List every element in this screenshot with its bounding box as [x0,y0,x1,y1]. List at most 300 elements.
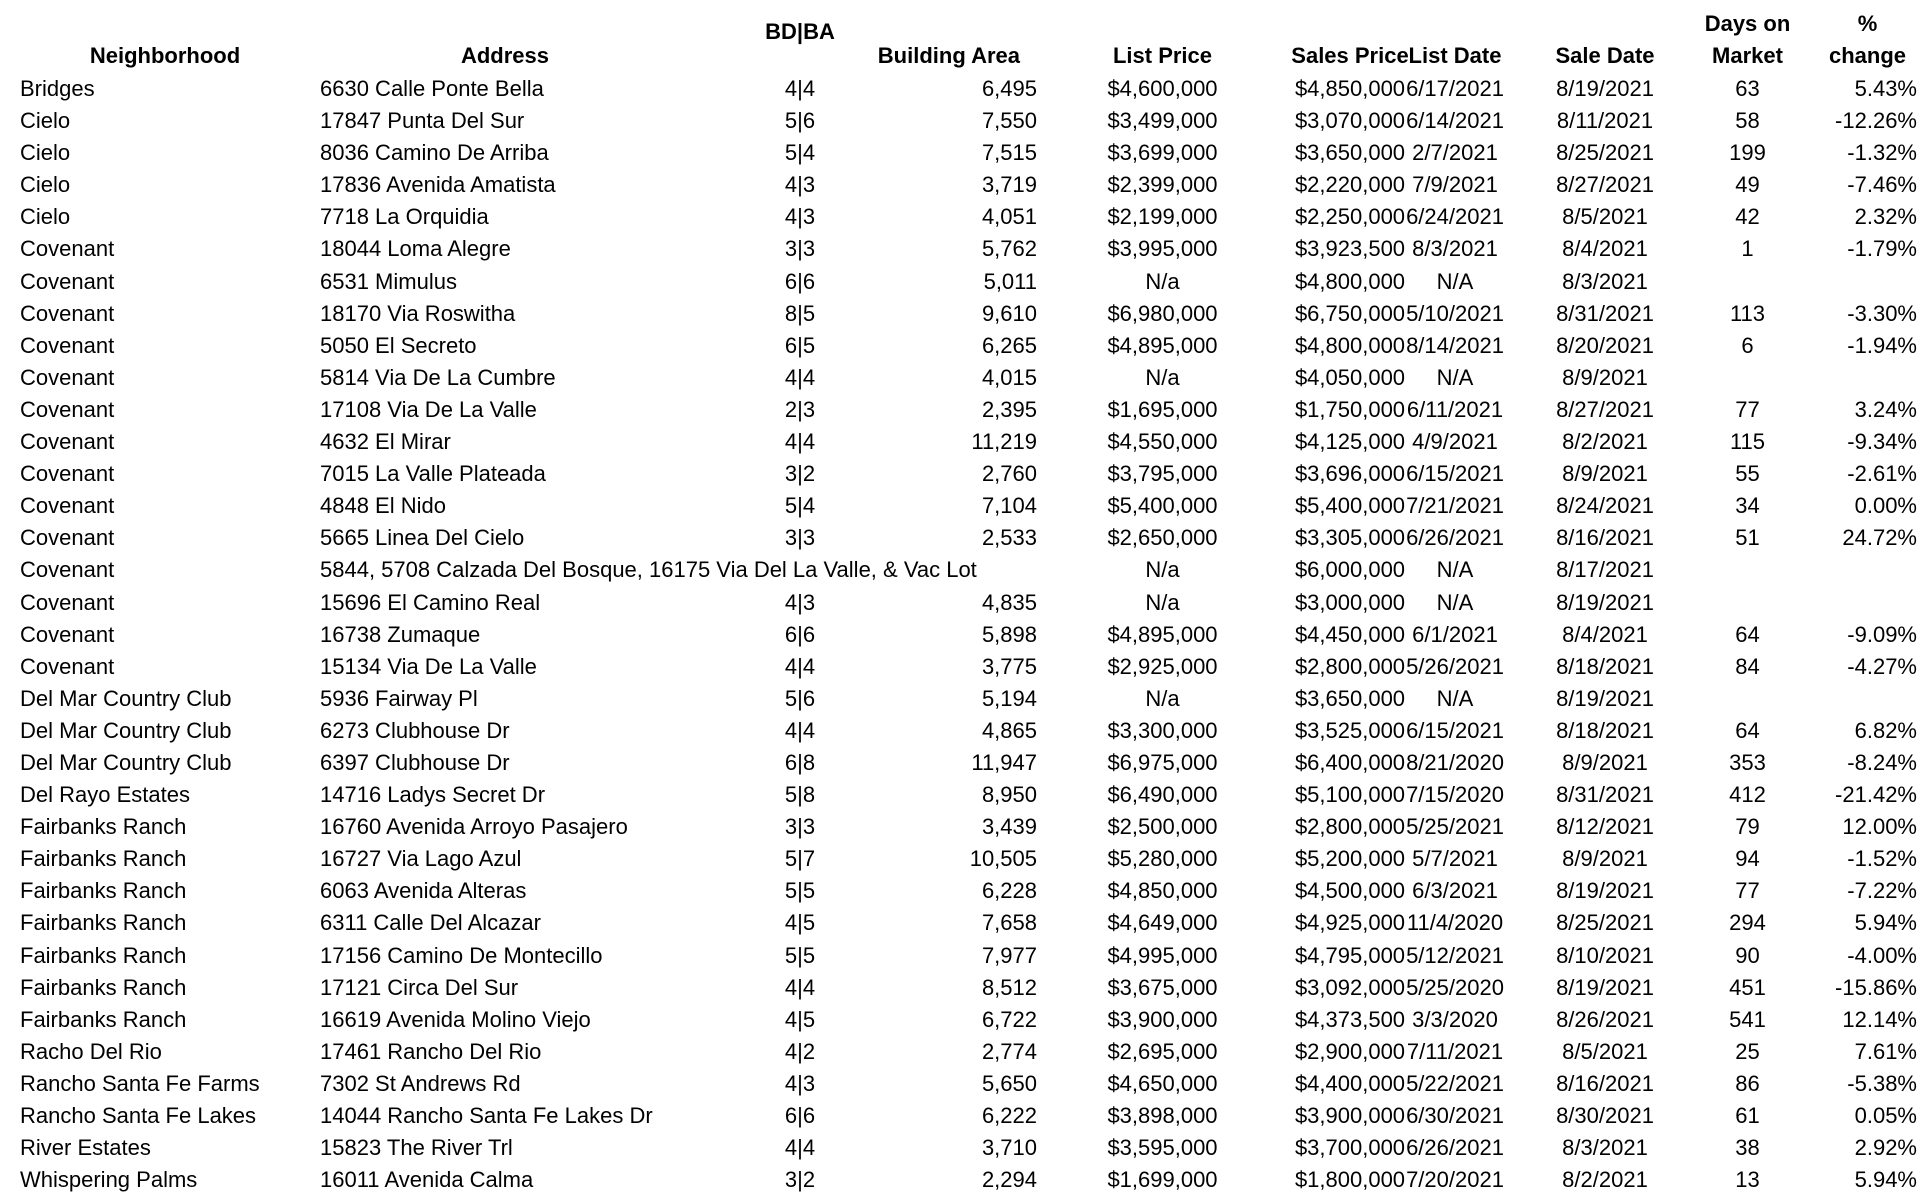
days-on-market-cell: 64 [1735,621,1760,647]
list-date-cell: 8/14/2021 [1406,332,1504,358]
bdba-cell: 4|3 [784,1070,816,1096]
address-cell: 6063 Avenida Alteras [320,878,527,904]
days-on-market-cell: 13 [1735,1167,1760,1193]
header-sales-price: Sales Price [1291,43,1409,68]
percent-change-cell: 3.24% [1854,396,1917,422]
list-price-cell: $2,399,000 [1107,172,1218,198]
days-on-market-cell: 77 [1735,878,1760,904]
percent-change-cell: -1.32% [1847,140,1917,166]
sale-date-cell: 8/5/2021 [1562,1038,1648,1064]
sales-price-cell: $2,800,000 [1294,814,1406,840]
neighborhood-cell: Covenant [20,493,115,519]
list-price-cell: $4,649,000 [1107,910,1218,936]
list-price-cell: $3,795,000 [1107,461,1218,487]
sale-date-cell: 8/25/2021 [1556,140,1654,166]
days-on-market-cell: 63 [1735,76,1760,101]
neighborhood-cell: Covenant [20,268,115,294]
table-row [0,779,1920,811]
sales-price-cell: $4,050,000 [1294,364,1406,390]
table-row [0,169,1920,201]
neighborhood-cell: Fairbanks Ranch [20,942,187,968]
sales-price-cell: $4,795,000 [1294,942,1406,968]
address-cell: 5814 Via De La Cumbre [320,364,556,390]
table-row [0,972,1920,1004]
neighborhood-cell: Covenant [20,525,115,551]
header-days-on: Days on [1704,11,1791,36]
neighborhood-cell: Del Mar Country Club [20,749,232,775]
percent-change-cell: -1.94% [1847,332,1917,358]
neighborhood-cell: Covenant [20,332,115,358]
address-cell: 16738 Zumaque [320,621,481,647]
list-date-cell: 11/4/2020 [1406,910,1504,936]
sale-date-cell: 8/18/2021 [1556,653,1654,679]
sale-date-cell: 8/19/2021 [1556,76,1654,101]
bdba-cell: 4|4 [784,76,816,101]
sale-date-cell: 8/3/2021 [1562,268,1648,294]
sales-price-cell: $5,400,000 [1294,493,1406,519]
days-on-market-cell: 412 [1729,782,1766,808]
address-cell: 18170 Via Roswitha [320,300,516,326]
building-area-cell: 11,219 [971,429,1037,455]
list-date-cell: 6/17/2021 [1406,76,1504,101]
percent-change-cell: 5.94% [1854,910,1917,936]
neighborhood-cell: Fairbanks Ranch [20,878,187,904]
sale-date-cell: 8/19/2021 [1556,685,1654,711]
percent-change-cell: 12.00% [1842,814,1917,840]
sale-date-cell: 8/4/2021 [1562,236,1648,262]
address-cell: 16760 Avenida Arroyo Pasajero [320,814,628,840]
sales-price-cell: $4,373,500 [1294,1006,1406,1032]
bdba-cell: 4|4 [784,429,816,455]
days-on-market-cell: 199 [1729,140,1766,166]
building-area-cell: 6,265 [981,332,1037,358]
list-price-cell: $5,400,000 [1107,493,1218,519]
list-date-cell: 5/25/2020 [1406,974,1504,1000]
percent-change-cell: 0.00% [1854,493,1917,519]
bdba-cell: 6|6 [784,1103,816,1128]
bdba-cell: 4|3 [784,172,816,198]
list-date-cell: 2/7/2021 [1412,140,1498,166]
building-area-cell: 2,395 [981,396,1037,422]
neighborhood-cell: Cielo [20,108,71,134]
list-price-cell: $3,900,000 [1107,1006,1218,1032]
percent-change-cell: -4.00% [1847,942,1917,968]
table-row [0,940,1920,972]
sale-date-cell: 8/27/2021 [1556,172,1654,198]
list-price-cell: N/a [1145,589,1180,615]
list-date-cell: 7/21/2021 [1406,493,1504,519]
list-date-cell: 6/30/2021 [1406,1103,1504,1128]
list-date-cell: N/A [1436,364,1474,390]
percent-change-cell: -1.79% [1847,236,1917,262]
building-area-cell: 2,760 [981,461,1037,487]
address-cell: 5050 El Secreto [320,332,477,358]
list-price-cell: $1,699,000 [1107,1167,1218,1193]
list-date-cell: 5/12/2021 [1406,942,1504,968]
sales-price-cell: $4,850,000 [1294,76,1406,101]
list-price-cell: $3,499,000 [1107,108,1218,134]
list-date-cell: 8/3/2021 [1412,236,1498,262]
sales-price-cell: $4,450,000 [1294,621,1406,647]
list-price-cell: $5,280,000 [1107,846,1218,872]
table-row [0,651,1920,683]
neighborhood-cell: Del Rayo Estates [20,782,190,808]
table-row [0,715,1920,747]
table-row [0,1036,1920,1068]
days-on-market-cell: 84 [1735,653,1760,679]
building-area-cell: 3,439 [981,814,1037,840]
table-row [0,137,1920,169]
percent-change-cell: -3.30% [1847,300,1917,326]
days-on-market-cell: 86 [1735,1070,1760,1096]
table-row [0,458,1920,490]
list-date-cell: 6/26/2021 [1406,525,1504,551]
building-area-cell: 7,104 [981,493,1037,519]
list-price-cell: $4,600,000 [1107,76,1218,101]
building-area-cell: 8,950 [981,782,1037,808]
list-price-cell: $6,975,000 [1107,749,1218,775]
bdba-cell: 4|5 [784,1006,816,1032]
list-date-cell: 6/3/2021 [1412,878,1498,904]
list-date-cell: 5/26/2021 [1406,653,1504,679]
table-row [0,490,1920,522]
days-on-market-cell: 294 [1729,910,1766,936]
bdba-cell: 6|6 [784,621,816,647]
bdba-cell: 6|6 [784,268,816,294]
list-date-cell: 5/22/2021 [1406,1070,1504,1096]
address-cell: 4632 El Mirar [320,429,451,455]
list-date-cell: N/A [1436,268,1474,294]
table-row [0,1004,1920,1036]
bdba-cell: 2|3 [784,396,816,422]
table-row [0,875,1920,907]
building-area-cell: 3,719 [981,172,1037,198]
sale-date-cell: 8/25/2021 [1556,910,1654,936]
table-row [0,1132,1920,1164]
address-cell: 16011 Avenida Calma [320,1167,534,1193]
bdba-cell: 4|4 [784,653,816,679]
bdba-cell: 3|2 [784,1167,816,1193]
list-date-cell: 5/10/2021 [1406,300,1504,326]
bdba-cell: 5|4 [784,140,816,166]
sales-price-cell: $3,650,000 [1294,140,1406,166]
days-on-market-cell: 1 [1741,236,1754,262]
table-row [0,747,1920,779]
address-cell: 17847 Punta Del Sur [320,108,525,134]
list-price-cell: $4,650,000 [1107,1070,1218,1096]
sale-date-cell: 8/19/2021 [1556,974,1654,1000]
table-row [0,233,1920,265]
sale-date-cell: 8/19/2021 [1556,589,1654,615]
days-on-market-cell: 64 [1735,717,1760,743]
sale-date-cell: 8/2/2021 [1562,1167,1648,1193]
bdba-cell: 4|5 [784,910,816,936]
building-area-cell: 7,977 [981,942,1037,968]
sale-date-cell: 8/27/2021 [1556,396,1654,422]
neighborhood-cell: Cielo [20,140,71,166]
neighborhood-cell: Covenant [20,300,115,326]
sale-date-cell: 8/16/2021 [1556,525,1654,551]
neighborhood-cell: Fairbanks Ranch [20,814,187,840]
sale-date-cell: 8/30/2021 [1556,1103,1654,1128]
percent-change-cell: 12.14% [1842,1006,1917,1032]
address-cell: 4848 El Nido [320,493,446,519]
bdba-cell: 5|6 [784,685,816,711]
bdba-cell: 8|5 [784,300,816,326]
list-price-cell: $4,550,000 [1107,429,1218,455]
table-row [0,554,1920,586]
list-price-cell: $4,850,000 [1107,878,1218,904]
percent-change-cell: 0.05% [1854,1103,1917,1128]
percent-change-cell: -9.34% [1847,429,1917,455]
building-area-cell: 2,774 [981,1038,1037,1064]
days-on-market-cell: 25 [1735,1038,1760,1064]
bdba-cell: 4|3 [784,589,816,615]
percent-change-cell: -7.22% [1847,878,1917,904]
percent-change-cell: 5.94% [1854,1167,1917,1193]
list-date-cell: N/A [1436,589,1474,615]
percent-change-cell: 2.92% [1854,1135,1917,1161]
address-cell: 5936 Fairway Pl [320,685,478,711]
list-price-cell: $2,199,000 [1107,204,1218,230]
sales-price-cell: $3,525,000 [1294,717,1406,743]
list-price-cell: $4,995,000 [1107,942,1218,968]
days-on-market-cell: 42 [1735,204,1760,230]
days-on-market-cell: 90 [1735,942,1760,968]
header-list-price: List Price [1112,43,1213,68]
neighborhood-cell: Fairbanks Ranch [20,846,187,872]
neighborhood-cell: Fairbanks Ranch [20,974,187,1000]
sales-price-cell: $4,500,000 [1294,878,1406,904]
building-area-cell: 4,835 [981,589,1037,615]
building-area-cell: 4,015 [981,364,1037,390]
list-price-cell: $3,699,000 [1107,140,1218,166]
sale-date-cell: 8/24/2021 [1556,493,1654,519]
sales-price-cell: $3,696,000 [1294,461,1406,487]
address-cell: 16727 Via Lago Azul [320,846,522,872]
neighborhood-cell: Covenant [20,429,115,455]
sales-price-cell: $3,900,000 [1294,1103,1406,1128]
header-list-date: List Date [1408,43,1502,68]
sales-price-cell: $2,220,000 [1294,172,1406,198]
neighborhood-cell: Racho Del Rio [20,1038,162,1064]
percent-change-cell: -12.26% [1835,108,1917,134]
list-price-cell: N/a [1145,364,1180,390]
bdba-cell: 5|5 [784,878,816,904]
building-area-cell: 5,898 [981,621,1037,647]
address-cell: 6273 Clubhouse Dr [320,717,510,743]
address-cell: 8036 Camino De Arriba [320,140,549,166]
table-body [0,73,1920,1196]
bdba-cell: 5|4 [784,493,816,519]
header-neighborhood: Neighborhood [89,43,241,68]
table-row [0,522,1920,554]
bdba-cell: 4|4 [784,1135,816,1161]
sale-date-cell: 8/18/2021 [1556,717,1654,743]
list-date-cell: 3/3/2020 [1412,1006,1498,1032]
sale-date-cell: 8/12/2021 [1556,814,1654,840]
building-area-cell: 4,051 [981,204,1037,230]
list-price-cell: $6,490,000 [1107,782,1218,808]
header-bdba: BD|BA [765,19,835,44]
percent-change-cell: 6.82% [1854,717,1917,743]
sale-date-cell: 8/3/2021 [1562,1135,1648,1161]
days-on-market-cell: 49 [1735,172,1760,198]
address-cell: 17121 Circa Del Sur [320,974,519,1000]
list-date-cell: 7/9/2021 [1412,172,1498,198]
days-on-market-cell: 451 [1729,974,1766,1000]
building-area-cell: 3,710 [981,1135,1037,1161]
neighborhood-cell: Covenant [20,396,115,422]
address-cell: 16619 Avenida Molino Viejo [320,1006,591,1032]
building-area-cell: 7,550 [981,108,1037,134]
sale-date-cell: 8/26/2021 [1556,1006,1654,1032]
percent-change-cell: -4.27% [1847,653,1917,679]
percent-change-cell: -1.52% [1847,846,1917,872]
building-area-cell: 11,947 [971,749,1037,775]
address-cell: 17461 Rancho Del Rio [320,1038,542,1064]
address-cell: 5844, 5708 Calzada Del Bosque, 16175 Via Del La Valle, & Vac Lot [320,557,977,583]
list-price-cell: $1,695,000 [1107,396,1218,422]
bdba-cell: 5|7 [784,846,816,872]
sale-date-cell: 8/17/2021 [1556,557,1654,583]
neighborhood-cell: Covenant [20,589,115,615]
neighborhood-cell: Cielo [20,204,71,230]
building-area-cell: 2,533 [981,525,1037,551]
building-area-cell: 10,505 [969,846,1037,872]
days-on-market-cell: 77 [1735,396,1760,422]
table-row [0,394,1920,426]
address-cell: 18044 Loma Alegre [320,236,511,262]
address-cell: 5665 Linea Del Cielo [320,525,525,551]
building-area-cell: 3,775 [981,653,1037,679]
neighborhood-cell: Covenant [20,236,115,262]
address-cell: 15696 El Camino Real [320,589,541,615]
list-date-cell: 6/14/2021 [1406,108,1504,134]
sales-price-cell: $3,000,000 [1294,589,1406,615]
sale-date-cell: 8/31/2021 [1556,300,1654,326]
list-price-cell: $2,500,000 [1107,814,1218,840]
address-cell: 6397 Clubhouse Dr [320,749,510,775]
list-price-cell: N/a [1145,685,1180,711]
days-on-market-cell: 55 [1735,461,1760,487]
sale-date-cell: 8/10/2021 [1556,942,1654,968]
bdba-cell: 3|3 [784,814,816,840]
bdba-cell: 4|4 [784,717,816,743]
neighborhood-cell: Rancho Santa Fe Lakes [20,1103,257,1128]
bdba-cell: 3|3 [784,236,816,262]
address-cell: 14716 Ladys Secret Dr [320,782,546,808]
sale-date-cell: 8/2/2021 [1562,429,1648,455]
days-on-market-cell: 38 [1735,1135,1760,1161]
bdba-cell: 5|8 [784,782,816,808]
building-area-cell: 2,294 [981,1167,1037,1193]
building-area-cell: 6,722 [981,1006,1037,1032]
neighborhood-cell: Covenant [20,653,115,679]
list-price-cell: $2,650,000 [1107,525,1218,551]
neighborhood-cell: Covenant [20,364,115,390]
percent-change-cell: -2.61% [1847,461,1917,487]
table-row [0,105,1920,137]
list-price-cell: $4,895,000 [1107,332,1218,358]
list-price-cell: $3,995,000 [1107,236,1218,262]
days-on-market-cell: 6 [1741,332,1754,358]
sales-price-cell: $6,000,000 [1294,557,1406,583]
neighborhood-cell: Del Mar Country Club [20,685,232,711]
list-price-cell: N/a [1145,557,1180,583]
sale-date-cell: 8/9/2021 [1562,461,1648,487]
sales-price-cell: $2,900,000 [1294,1038,1406,1064]
sale-date-cell: 8/11/2021 [1556,108,1654,134]
neighborhood-cell: Covenant [20,461,115,487]
list-date-cell: 7/11/2021 [1406,1038,1504,1064]
address-cell: 6630 Calle Ponte Bella [320,76,544,101]
sales-price-cell: $2,250,000 [1294,204,1406,230]
table-row [0,201,1920,233]
table-row [0,619,1920,651]
percent-change-cell: 5.43% [1854,76,1917,101]
header-change: change [1828,43,1907,68]
list-price-cell: $3,898,000 [1107,1103,1218,1128]
address-cell: 7302 St Andrews Rd [320,1070,521,1096]
sales-price-cell: $2,800,000 [1294,653,1406,679]
list-date-cell: 5/7/2021 [1412,846,1498,872]
building-area-cell: 8,512 [981,974,1037,1000]
days-on-market-cell: 51 [1735,525,1760,551]
list-date-cell: 6/1/2021 [1412,621,1498,647]
percent-change-cell: -7.46% [1847,172,1917,198]
building-area-cell: 6,228 [981,878,1037,904]
days-on-market-cell: 353 [1729,749,1766,775]
list-date-cell: N/A [1436,557,1474,583]
list-price-cell: $4,895,000 [1107,621,1218,647]
list-date-cell: 6/11/2021 [1406,396,1504,422]
sales-price-cell: $6,750,000 [1294,300,1406,326]
sales-price-cell: $3,650,000 [1294,685,1406,711]
percent-change-cell: -21.42% [1835,782,1917,808]
table-row [0,1068,1920,1100]
list-price-cell: $3,300,000 [1107,717,1218,743]
list-price-cell: N/a [1145,268,1180,294]
list-date-cell: 8/21/2020 [1406,749,1504,775]
list-date-cell: 7/15/2020 [1406,782,1504,808]
address-cell: 15823 The River Trl [320,1135,513,1161]
bdba-cell: 5|6 [784,108,816,134]
sale-date-cell: 8/9/2021 [1562,364,1648,390]
address-cell: 7718 La Orquidia [320,204,489,230]
header-address: Address [460,43,550,68]
neighborhood-cell: Rancho Santa Fe Farms [20,1070,260,1096]
list-price-cell: $6,980,000 [1107,300,1218,326]
table-row [0,73,1920,105]
days-on-market-cell: 61 [1735,1103,1760,1128]
bdba-cell: 3|3 [784,525,816,551]
bdba-cell: 4|2 [784,1038,816,1064]
sale-date-cell: 8/31/2021 [1556,782,1654,808]
address-cell: 17156 Camino De Montecillo [320,942,603,968]
table-row [0,1164,1920,1196]
list-price-cell: $2,925,000 [1107,653,1218,679]
building-area-cell: 6,495 [981,76,1037,101]
sale-date-cell: 8/4/2021 [1562,621,1648,647]
list-date-cell: 5/25/2021 [1406,814,1504,840]
list-date-cell: 6/26/2021 [1406,1135,1504,1161]
days-on-market-cell: 541 [1729,1006,1766,1032]
building-area-cell: 5,194 [981,685,1037,711]
sale-date-cell: 8/20/2021 [1556,332,1654,358]
address-cell: 17108 Via De La Valle [320,396,537,422]
neighborhood-cell: Fairbanks Ranch [20,910,187,936]
